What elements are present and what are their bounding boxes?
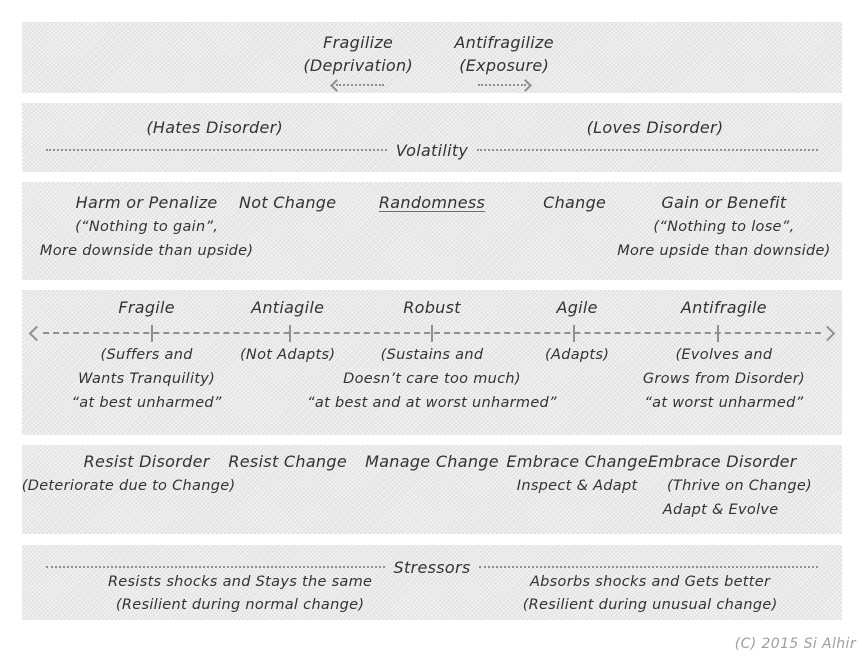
inspect-adapt-note: Inspect & Adapt xyxy=(516,478,638,494)
resists-shocks-note: Resists shocks and Stays the same xyxy=(107,574,373,590)
exposure-right-arrow-icon xyxy=(478,80,530,90)
dotted-line xyxy=(479,566,818,568)
loves-disorder-label: (Loves Disorder) xyxy=(586,118,724,137)
resist-change-title: Resist Change xyxy=(228,452,347,471)
antiagile-title: Antiagile xyxy=(251,298,325,317)
embrace-change-title: Embrace Change xyxy=(506,452,648,471)
axis-right-arrow-icon xyxy=(820,326,836,342)
adapt-evolve-note: Adapt & Evolve xyxy=(662,502,779,518)
copyright-text: (C) 2015 Si Alhir xyxy=(734,636,856,652)
dotted-line xyxy=(46,149,387,151)
resilient-unusual-note: (Resilient during unusual change) xyxy=(522,597,778,613)
dotted-line xyxy=(477,149,818,151)
manage-change-title: Manage Change xyxy=(365,452,499,471)
band-volatility xyxy=(22,103,842,172)
axis-tick-antifragile xyxy=(717,325,719,342)
robust-note-2: Doesn’t care too much) xyxy=(343,371,521,387)
more-upside-note: More upside than downside) xyxy=(617,243,831,259)
robust-title: Robust xyxy=(403,298,461,317)
deprivation-subtitle: (Deprivation) xyxy=(303,56,414,75)
exposure-subtitle: (Exposure) xyxy=(459,56,550,75)
band-change-spectrum xyxy=(22,182,842,280)
more-downside-note: More downside than upside) xyxy=(39,243,254,259)
change-title: Change xyxy=(543,193,607,212)
agile-title: Agile xyxy=(556,298,598,317)
gain-or-benefit-title: Gain or Benefit xyxy=(661,193,787,212)
embrace-disorder-title: Embrace Disorder xyxy=(647,452,797,471)
not-change-title: Not Change xyxy=(238,193,337,212)
band-fragility-spectrum xyxy=(22,290,842,435)
deteriorate-note: (Deteriorate due to Change) xyxy=(21,478,236,494)
robust-note-1: (Sustains and xyxy=(380,347,484,363)
chevron-right-icon xyxy=(519,79,532,92)
fragile-quote: “at best unharmed” xyxy=(71,395,222,411)
axis-tick-antiagile xyxy=(289,325,291,342)
deprivation-left-arrow-icon xyxy=(332,80,384,90)
fragile-note-1: (Suffers and xyxy=(100,347,193,363)
agile-note: (Adapts) xyxy=(545,347,610,363)
fragilize-title: Fragilize xyxy=(323,33,394,52)
randomness-title: Randomness xyxy=(378,193,486,212)
chevron-left-icon xyxy=(330,79,343,92)
volatility-axis xyxy=(46,141,818,159)
fragility-axis xyxy=(30,325,834,342)
resilient-normal-note: (Resilient during normal change) xyxy=(115,597,365,613)
resist-disorder-title: Resist Disorder xyxy=(83,452,210,471)
nothing-to-lose-note: (“Nothing to lose”, xyxy=(653,219,795,235)
axis-tick-fragile xyxy=(151,325,153,342)
absorbs-shocks-note: Absorbs shocks and Gets better xyxy=(529,574,771,590)
axis-tick-robust xyxy=(431,325,433,342)
axis-left-arrow-icon xyxy=(29,326,45,342)
fragile-title: Fragile xyxy=(118,298,175,317)
dotted-line xyxy=(46,566,385,568)
volatility-label: Volatility xyxy=(395,140,469,160)
fragile-note-2: Wants Tranquility) xyxy=(78,371,216,387)
band-fragilize-antifragilize xyxy=(22,22,842,93)
antifragile-quote: “at worst unharmed” xyxy=(644,395,804,411)
band-stressors xyxy=(22,545,842,620)
hates-disorder-label: (Hates Disorder) xyxy=(146,118,284,137)
antifragile-note-2: Grows from Disorder) xyxy=(642,371,805,387)
robust-quote: “at best and at worst unharmed” xyxy=(307,395,557,411)
antifragile-note-1: (Evolves and xyxy=(675,347,773,363)
axis-tick-agile xyxy=(573,325,575,342)
antifragilize-title: Antifragilize xyxy=(454,33,554,52)
band-response-spectrum xyxy=(22,445,842,534)
thrive-on-change-note: (Thrive on Change) xyxy=(666,478,813,494)
nothing-to-gain-note: (“Nothing to gain”, xyxy=(75,219,219,235)
stressors-label: Stressors xyxy=(393,557,471,577)
dotted-tail xyxy=(336,84,384,86)
antiagile-note: (Not Adapts) xyxy=(239,347,336,363)
antifragile-title: Antifragile xyxy=(680,298,767,317)
harm-or-penalize-title: Harm or Penalize xyxy=(75,193,218,212)
